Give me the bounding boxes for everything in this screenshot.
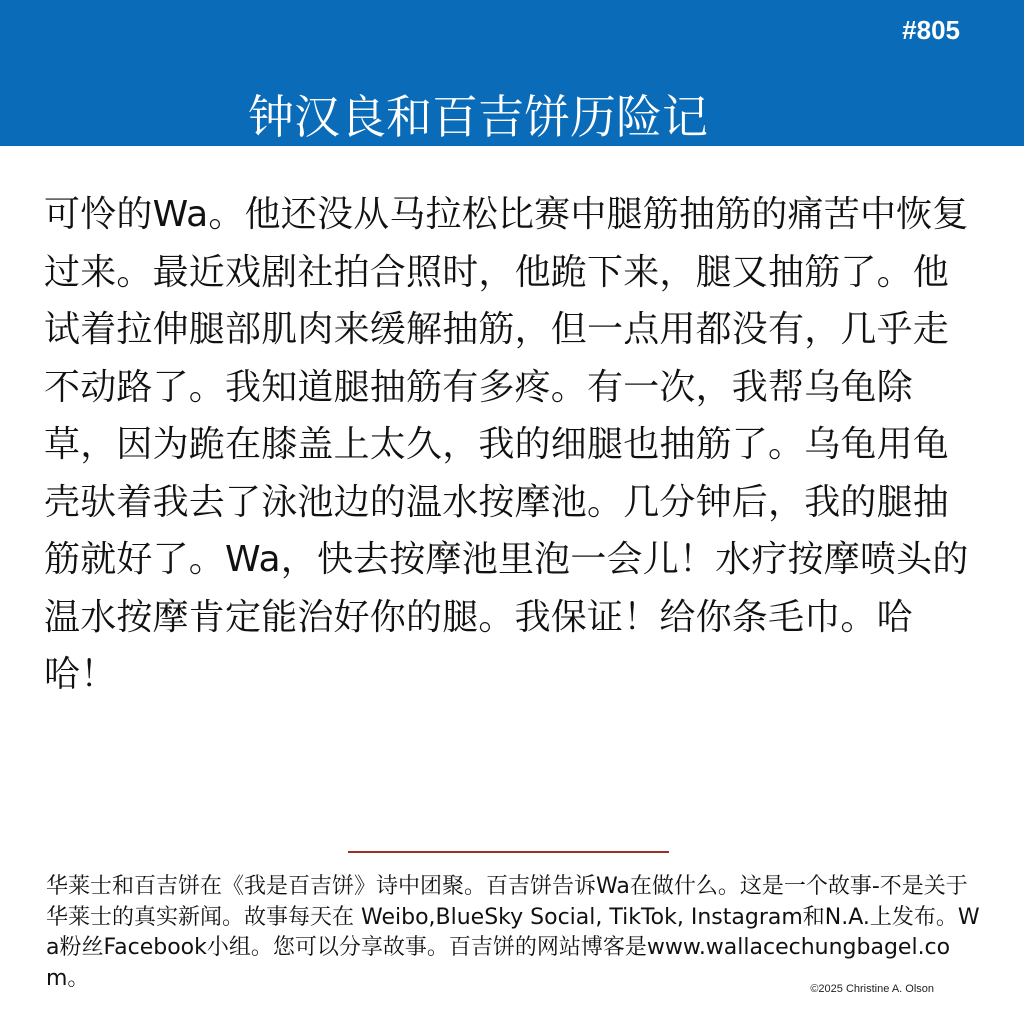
copyright-notice: ©2025 Christine A. Olson: [810, 983, 934, 995]
issue-number: #805: [902, 15, 960, 45]
header-banner: [0, 0, 1024, 146]
story-text: 可怜的Wa。他还没从马拉松比赛中腿筋抽筋的痛苦中恢复过来。最近戏剧社拍合照时，他跪下来，腿又抽筋了。他试着拉伸腿部肌肉来缓解抽筋，但一点用都没有，几乎走不动路了。我知道腿抽筋有多疼。有一次，我帮乌龟除草，因为跪在膝盖上太久，我的细腿也抽筋了。乌龟用龟壳驮着我去了泳池边的温水按摩池。几分钟后，我的腿抽筋就好了。Wa，快去按摩池里泡一会儿！水疗按摩喷头的温水按摩肯定能治好你的腿。我保证！给你条毛巾。哈哈！: [44, 194, 969, 695]
page-title: 钟汉良和百吉饼历险记: [248, 89, 708, 144]
footer-note: 华莱士和百吉饼在《我是百吉饼》诗中团聚。百吉饼告诉Wa在做什么。这是一个故事-不是关于华莱士的真实新闻。故事每天在 Weibo,BlueSky Social, TikTok, Instagram和N.A.上发布。Wa粉丝Facebook小组。您可以分享故事。百吉饼的网站博客是www.wallacechungbagel.com。: [46, 874, 980, 991]
section-divider: [348, 851, 669, 853]
